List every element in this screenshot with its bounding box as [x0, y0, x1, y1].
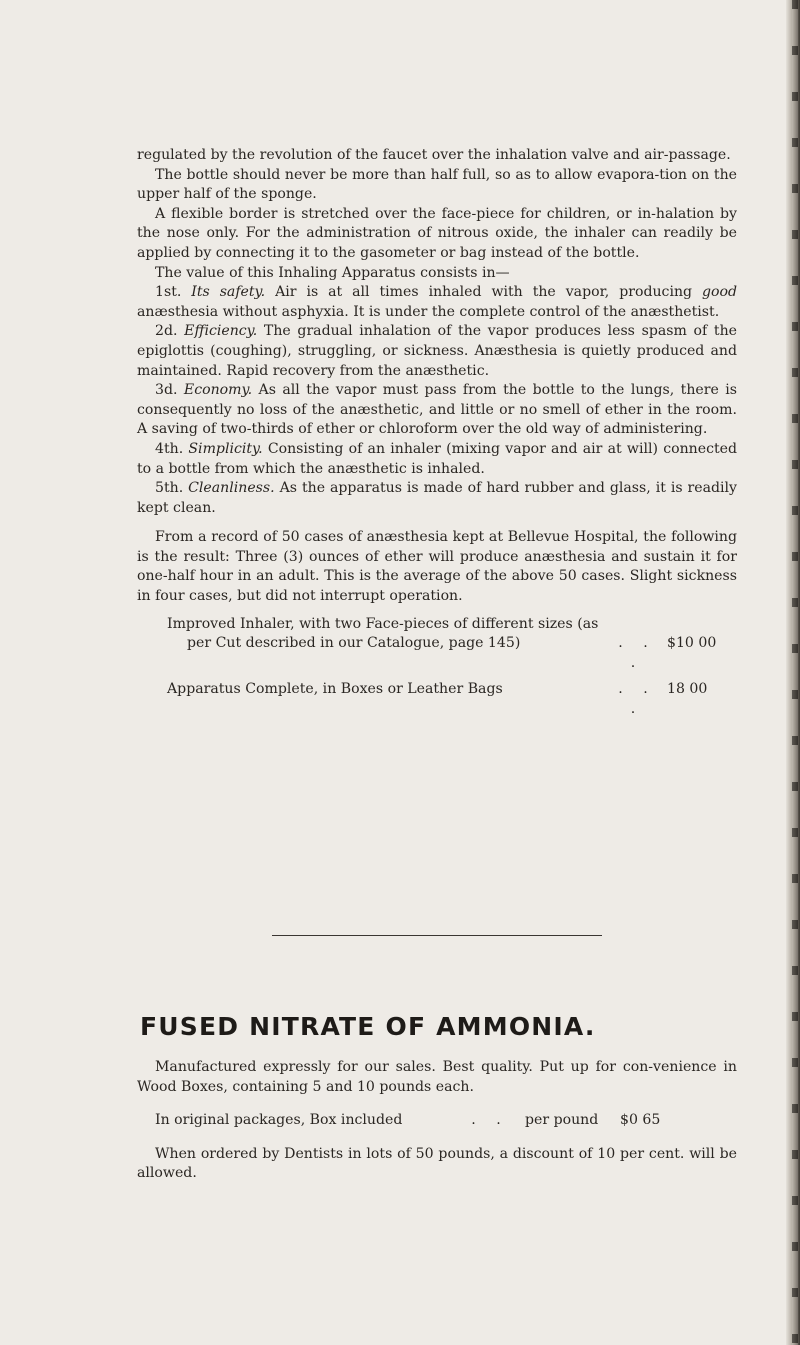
price-item-2 [167, 680, 737, 719]
section-heading: FUSED NITRATE OF AMMONIA. [140, 1012, 596, 1041]
page-edge-marks [792, 0, 798, 1345]
price-dots: . . [471, 1112, 509, 1129]
price-unit: per pound [525, 1112, 599, 1129]
price-item-2-label: Apparatus Complete, in Boxes or Leather Bags [167, 681, 503, 698]
price-item-1-line1: Improved Inhaler, with two Face-pieces of different sizes (as [167, 615, 599, 632]
price-dots: . . . [618, 635, 656, 671]
section-divider [272, 935, 602, 936]
item-title: Efficiency. [184, 323, 258, 340]
item-title: Economy. [183, 382, 253, 399]
price-item-1-line2: per Cut described in our Catalogue, page 145) [187, 635, 521, 652]
inhaler-text-block [137, 146, 737, 720]
price-item-3 [137, 1111, 737, 1131]
item-emphasis: good [702, 284, 738, 301]
price-list-inhaler [137, 615, 737, 720]
item-title: Simplicity. [188, 440, 263, 457]
price-amount: $10 00 [667, 635, 717, 652]
price-amount: 18 00 [667, 681, 708, 698]
item-text-continued: anæsthesia without asphyxia. It is under the complete control of the anæsthetist. [137, 303, 720, 320]
paragraph-bottle: The bottle should never be more than half full, so as to allow evapora-tion on the upper half of the sponge. [137, 166, 737, 203]
item-text: Air is at all times inhaled with the vapor, producing [275, 284, 693, 301]
item-number: 2d. [155, 323, 178, 340]
item-economy [137, 381, 737, 440]
price-item-1 [167, 634, 737, 673]
item-number: 4th. [155, 440, 184, 457]
paragraph-regulated: regulated by the revolution of the faucet over the inhalation valve and air-passage. [137, 147, 731, 163]
paragraph-discount: When ordered by Dentists in lots of 50 pounds, a discount of 10 per cent. will be allowed. [137, 1145, 737, 1182]
price-dots: . . . [618, 681, 656, 718]
price-amount: $0 65 [620, 1112, 661, 1129]
item-title: Its safety. [191, 284, 266, 301]
item-number: 3d. [155, 382, 178, 399]
item-title: Cleanliness. [188, 480, 275, 497]
item-text: The gradual inhalation of the vapor produces less spasm of the epiglottis (coughing), struggling, or sickness. Anæsthesia is quietly produced and maintained. Rapid recovery from the anæsthetic. [137, 323, 737, 379]
paragraph-value-intro: The value of this Inhaling Apparatus consists in— [155, 264, 510, 281]
item-cleanliness [137, 479, 737, 518]
item-text: Consisting of an inhaler (mixing vapor and air at will) connected to a bottle from which the anæsthetic is inhaled. [137, 440, 737, 477]
ammonia-text-block [137, 1058, 737, 1184]
item-number: 5th. [155, 480, 184, 497]
item-simplicity [137, 440, 737, 479]
paragraph-flexible-border: A flexible border is stretched over the face-piece for children, or in-halation by the nose only. For the administration of nitrous oxide, the inhaler can readily be applied by connecting it to the gasometer or bag instead of the bottle. [137, 205, 737, 261]
paragraph-record: From a record of 50 cases of anæsthesia kept at Bellevue Hospital, the following is the result: Three (3) ounces of ether will produce anæsthesia and sustain it for one-half hour in an adult. This is the average of the above 50 cases. Slight sickness in four cases, but did not interrupt operation. [137, 529, 737, 605]
item-number: 1st. [155, 284, 182, 301]
item-efficiency [137, 322, 737, 381]
item-text: As all the vapor must pass from the bottle to the lungs, there is consequently no loss of the anæsthetic, and little or no smell of ether in the room. A saving of two-thirds of ether or chloroform over the old way of administering. [137, 382, 737, 438]
price-item-3-label: In original packages, Box included [155, 1112, 403, 1129]
item-safety [137, 283, 737, 322]
item-text: As the apparatus is made of hard rubber and glass, it is readily kept clean. [137, 480, 737, 516]
paragraph-manufactured: Manufactured expressly for our sales. Best quality. Put up for con-venience in Wood Boxes, containing 5 and 10 pounds each. [137, 1059, 737, 1095]
